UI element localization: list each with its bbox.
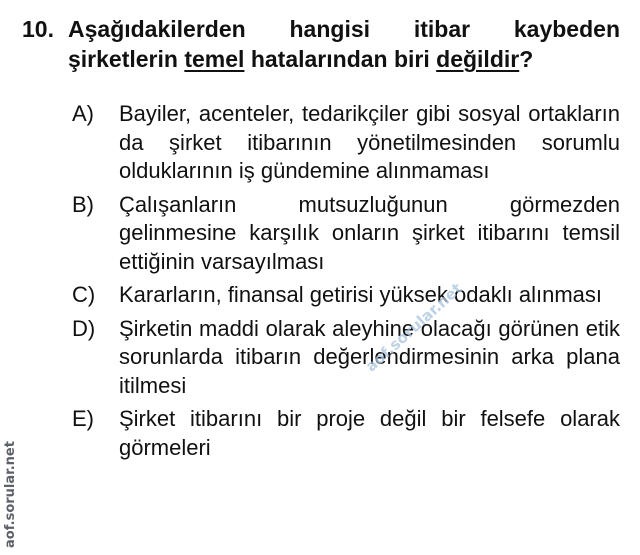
option-label: D) xyxy=(72,315,96,341)
option-a[interactable] xyxy=(22,100,620,186)
question-stem xyxy=(68,14,620,74)
option-b[interactable] xyxy=(22,191,620,277)
option-e[interactable] xyxy=(22,405,620,462)
option-label: C) xyxy=(72,282,96,307)
watermark-center: aof.sorular.net xyxy=(362,279,466,376)
question-emphasis-degildir: değildir xyxy=(436,46,520,72)
option-d[interactable] xyxy=(22,315,620,401)
watermark-side: aof.sorular.net xyxy=(3,441,18,548)
question-emphasis-temel: temel xyxy=(184,46,245,72)
question-number: 10. xyxy=(22,16,54,42)
answer-options xyxy=(22,100,620,467)
question-text-part1: Aşağıdakilerden hangisi itibar kaybeden şirketlerin xyxy=(68,16,620,72)
option-label: B) xyxy=(72,191,94,217)
question-text-part2: hatalarından biri xyxy=(244,46,437,72)
question-mark: ? xyxy=(519,46,534,72)
option-label: A) xyxy=(72,101,94,126)
option-c[interactable] xyxy=(22,281,620,310)
option-label: E) xyxy=(72,406,94,431)
option-text: Çalışanların mutsuzluğunun görmezden gelinmesine karşılık onların şirket itibarını temsil ettiğinin varsayılması xyxy=(119,191,620,274)
option-text: Şirket itibarını bir proje değil bir felsefe olarak görmeleri xyxy=(119,406,620,460)
option-text: Kararların, finansal getirisi yüksek odaklı alınması xyxy=(119,282,602,307)
question-block xyxy=(22,14,620,74)
option-text: Bayiler, acenteler, tedarikçiler gibi sosyal ortakların da şirket itibarının yönetilmesinden sorumlu olduklarının iş gündemine alınmaması xyxy=(119,101,620,183)
option-text: Şirketin maddi olarak aleyhine olacağı görünen etik sorunlarda itibarın değerlendirmesinin arka plana itilmesi xyxy=(119,315,620,398)
